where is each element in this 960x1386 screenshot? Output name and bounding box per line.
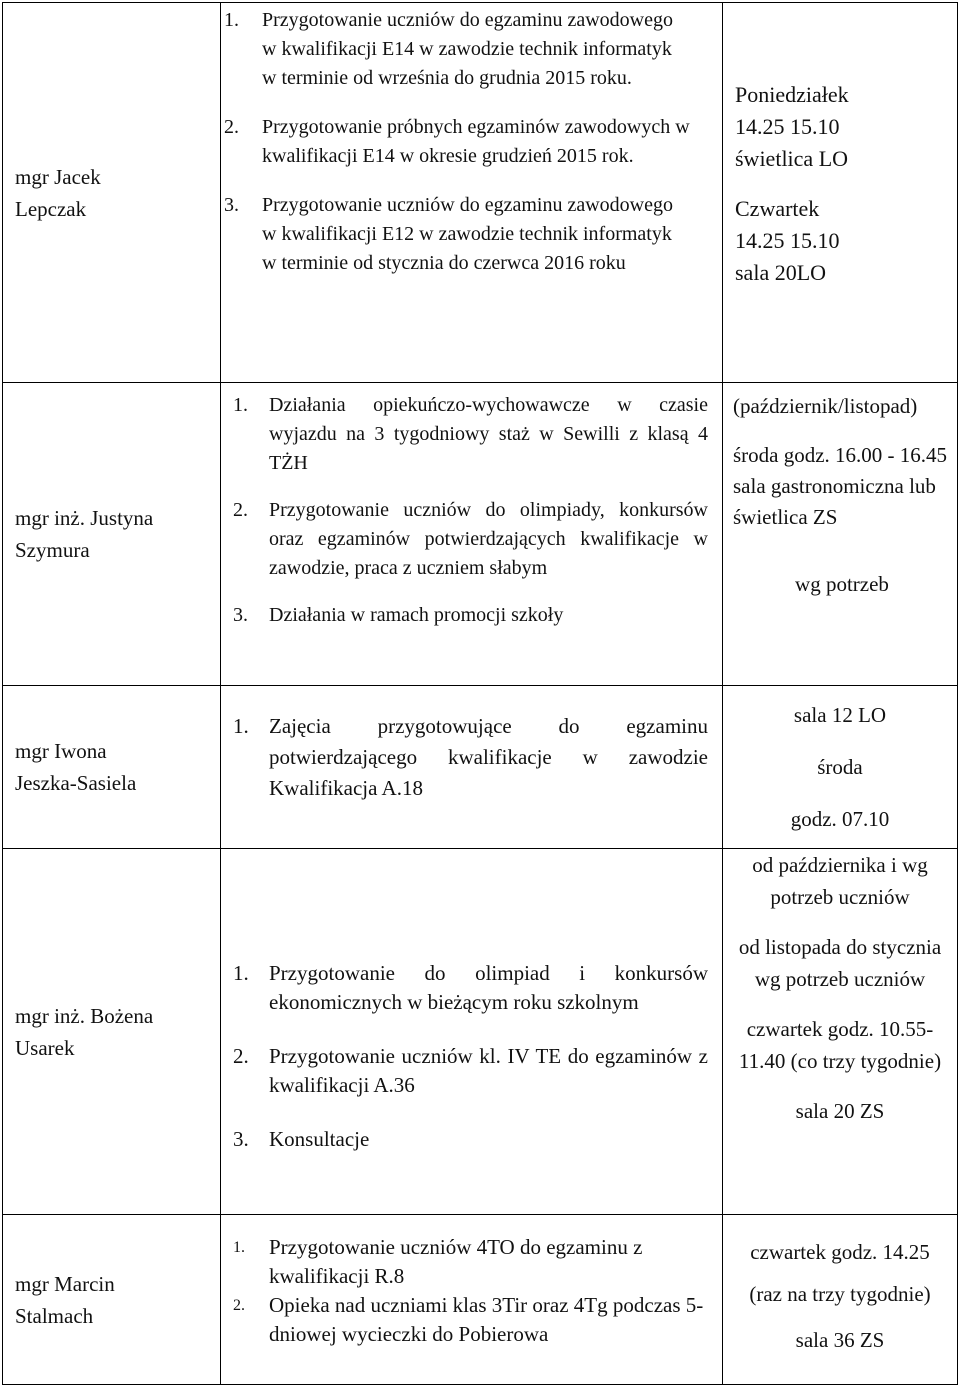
- task-cell: [221, 383, 723, 686]
- schedule-block: czwartek godz. 10.55-11.40 (co trzy tygodnie): [738, 1017, 942, 1073]
- schedule-block: Czwartek 14.25 15.10 sala 20LO: [735, 196, 840, 285]
- schedule-block: Poniedziałek 14.25 15.10 świetlica LO: [735, 82, 849, 171]
- task-list: [224, 6, 690, 278]
- teacher-name: mgr inż. Justyna Szymura: [3, 383, 221, 686]
- schedule-cell: [723, 383, 958, 686]
- list-item: 2. Przygotowanie próbnych egzaminów zawodowych w kwalifikacji E14 w okresie grudzień 2015 rok.: [224, 116, 690, 167]
- schedule-cell: [723, 3, 958, 383]
- schedule-block: sala 36 ZS: [795, 1327, 885, 1352]
- schedule-block: sala 20 ZS: [795, 1099, 885, 1123]
- teacher-name: mgr Jacek Lepczak: [3, 3, 221, 383]
- task-cell: [221, 1215, 723, 1385]
- list-item: 1. Przygotowanie do olimpiad i konkursów ekonomicznych w bieżącym roku szkolnym: [233, 961, 708, 1014]
- list-item: 1. Przygotowanie uczniów do egzaminu zawodowego w kwalifikacji E14 w zawodzie technik informatyk w terminie od września do grudnia 2015 roku.: [224, 9, 673, 89]
- schedule-cell: [723, 1215, 958, 1385]
- list-item: 1. Przygotowanie uczniów 4TO do egzaminu z kwalifikacji R.8: [233, 1234, 643, 1288]
- schedule-cell: sala 12 LO środa godz. 07.10: [723, 686, 958, 849]
- list-item: 2. Opieka nad uczniami klas 3Tir oraz 4Tg podczas 5-dniowej wycieczki do Pobierowa: [233, 1292, 704, 1346]
- list-item: 2. Przygotowanie uczniów kl. IV TE do egzaminów z kwalifikacji A.36: [233, 1044, 708, 1097]
- schedule-block: (raz na trzy tygodnie): [749, 1281, 931, 1306]
- list-item: 1. Zajęcia przygotowujące do egzaminu potwierdzającego kwalifikacje w zawodzie Kwalifikacja A.18: [233, 713, 708, 800]
- teacher-name: mgr inż. Bożena Usarek: [3, 849, 221, 1215]
- task-list: [233, 711, 708, 804]
- list-item: 2. Przygotowanie uczniów do olimpiady, konkursów oraz egzaminów potwierdzających kwalifikacje w zawodzie, praca z uczniem słabym: [233, 499, 708, 579]
- table-row: [3, 1215, 958, 1385]
- task-list: [233, 959, 708, 1154]
- task-list-row1: [224, 6, 690, 278]
- task-cell: [221, 849, 723, 1215]
- list-item: 1. Działania opiekuńczo-wychowawcze w czasie wyjazdu na 3 tygodniowy staż w Sewilli z klasą 4 TŻH: [233, 394, 708, 474]
- task-cell: [221, 686, 723, 849]
- task-list: [233, 391, 708, 630]
- list-item: 3. Konsultacje: [233, 1127, 370, 1151]
- list-item: 3. Działania w ramach promocji szkoły: [233, 604, 564, 626]
- task-list: [233, 1233, 708, 1349]
- schedule-block: wg potrzeb: [795, 572, 889, 596]
- table-row: [3, 849, 958, 1215]
- table-row: [3, 686, 958, 849]
- schedule-cell: [723, 849, 958, 1215]
- schedule-block: (październik/listopad): [733, 394, 918, 418]
- list-item: 3. Przygotowanie uczniów do egzaminu zawodowego w kwalifikacji E12 w zawodzie technik informatyk w terminie od stycznia do czerwca 2016 roku: [224, 194, 673, 274]
- schedule-block: czwartek godz. 14.25: [750, 1239, 930, 1264]
- table-row: [3, 383, 958, 686]
- teacher-name: mgr Marcin Stalmach: [3, 1215, 221, 1385]
- teacher-name: mgr Iwona Jeszka-Sasiela: [3, 686, 221, 849]
- schedule-block: od listopada do stycznia wg potrzeb uczniów: [738, 935, 942, 991]
- schedule-block: od października i wg potrzeb uczniów: [752, 853, 928, 909]
- schedule-block: środa godz. 16.00 - 16.45 sala gastronomiczna lub świetlica ZS: [733, 443, 948, 529]
